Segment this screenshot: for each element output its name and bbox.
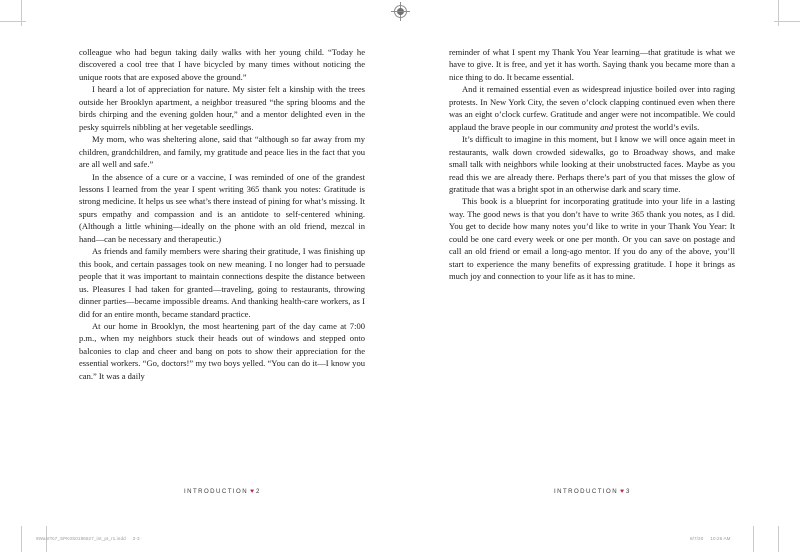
registration-target-icon (394, 5, 407, 18)
heart-ornament-icon: ♥ (620, 488, 625, 495)
paragraph: In the absence of a cure or a vaccine, I was reminded of one of the grandest lessons I learned from the year I spent writing 365 thank you notes: Gratitude is strong medicine. It helps us see what’s there instead of pining for what’s missing. It spurs empathy and compassion and is an antidote to self-centered whining. (Although a little whining—ideally on the phone with an old friend, mezcal in hand—can be necessary and therapeutic.) (79, 171, 365, 244)
footer-chapter-label: INTRODUCTION (183, 488, 249, 495)
paragraph: This book is a blueprint for incorporating gratitude into your life in a lasting way. The good news is that you don’t have to write 365 thank you notes, as I did. You get to decide how many notes you’d like to write in your Thank You Year: It could be one card every week or one per month. Or you can save on postage and call an old friend or email a long-ago mentor. If you do any of the above, you’ll start to experience the many benefits of expressing gratitude. I hope it brings as much joy and connection to your life as it has to mine. (449, 196, 735, 282)
heart-ornament-icon: ♥ (250, 488, 255, 495)
crop-mark-top-right-horizontal (774, 21, 800, 22)
paragraph: My mom, who was sheltering alone, said that “although so far away from my children, grandchildren, and family, my gratitude and peace lies in the fact that you are all well and safe.” (79, 134, 365, 170)
paragraph: reminder of what I spent my Thank You Year learning—that gratitude is what we have to give. It is free, and yet it has worth. Saying thank you became more than a nice thing to do. It became essential. (449, 47, 735, 82)
crop-mark-bottom-right-vertical (778, 526, 779, 552)
crop-mark-bottom-right-inner (753, 526, 754, 552)
slug-spread: 2-3 (132, 536, 140, 541)
running-footer-left (79, 488, 365, 495)
proof-slug-timestamp (690, 536, 731, 541)
paragraph: And it remained essential even as widespread injustice boiled over into raging protests. In New York City, the seven o’clock clapping continued even when there was an eight o’clock curfew. Gratitude and anger were not incompatible. We could applaud the brave people in our community and protest the world’s evils. (449, 84, 735, 132)
paragraph: As friends and family members were sharing their gratitude, I was finishing up this book, and certain passages took on new meaning. I no longer had to persuade people that it was important to maintain connections despite the distance between us. Pleasures I had taken for granted—traveling, going to restaurants, throwing dinner parties—became impossible dreams. And thanking health-care workers, as I did for an entire month, became standard practice. (79, 246, 365, 319)
crop-mark-bottom-left-vertical (21, 526, 22, 552)
proof-slug-filename (36, 536, 140, 541)
slug-filename: 9WantTo7_SPK0S0186527_int_pt_r1.indd (36, 536, 126, 541)
page-number: 2 (256, 488, 261, 495)
page-number: 3 (626, 488, 631, 495)
running-footer-right (449, 488, 735, 495)
slug-time: 10:26 AM (710, 536, 731, 541)
page-left (79, 46, 365, 506)
slug-date: 8/7/20 (690, 536, 704, 541)
footer-chapter-label: INTRODUCTION (553, 488, 619, 495)
page-right (449, 46, 735, 506)
paragraph: At our home in Brooklyn, the most heartening part of the day came at 7:00 p.m., when my neighbors stuck their heads out of windows and stepped onto balconies to clap and cheer and bang on pots to show their appreciation for the essential workers. “Go, doctors!” my two boys yelled. “You can do it—I know you can.” It was a daily (79, 320, 365, 381)
paragraph: I heard a lot of appreciation for nature. My sister felt a kinship with the trees outside her Brooklyn apartment, a neighbor treasured “the spring blooms and the birds chirping and the evening golden hour,” and a mentor delighted even in the pesky squirrels nibbling at her vegetable seedlings. (79, 84, 365, 132)
crop-mark-top-left-horizontal (0, 21, 26, 22)
crop-mark-top-left-vertical (21, 0, 22, 26)
crop-mark-top-right-vertical (778, 0, 779, 26)
paragraph: colleague who had begun taking daily walks with her young child. “Today he discovered a cool tree that I have bicycled by many times without noticing the unique roots that are exposed above the ground.” (79, 47, 365, 82)
registration-core (397, 8, 404, 15)
paragraph: It’s difficult to imagine in this moment, but I know we will once again meet in restaurants, walk down crowded sidewalks, go to Broadway shows, and make small talk with neighbors while looking at their unobstructed faces. Maybe as you read this we are already there. Perhaps there’s part of you that misses the glow of gratitude that was a bright spot in an otherwise dark and scary time. (449, 134, 735, 194)
